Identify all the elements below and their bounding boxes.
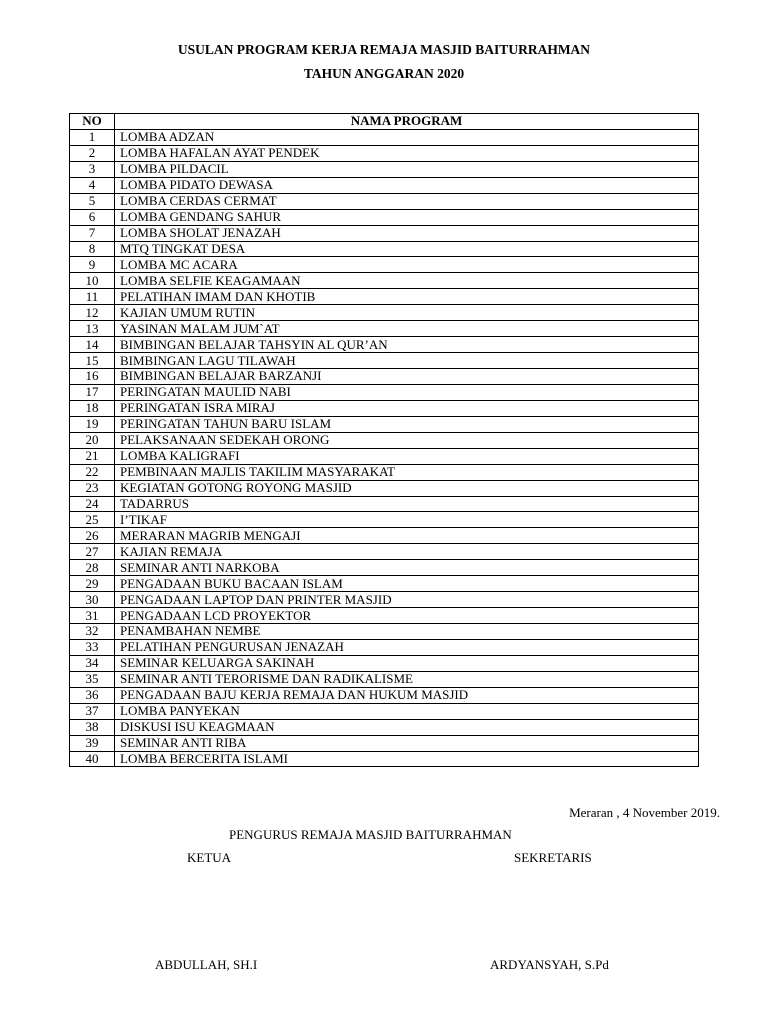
- table-row: [70, 496, 699, 512]
- row-number: 1: [70, 129, 115, 145]
- row-number: 11: [70, 289, 115, 305]
- table-row: [70, 480, 699, 496]
- table-row: [70, 416, 699, 432]
- column-header-no: NO: [70, 114, 115, 130]
- program-name: SEMINAR ANTI TERORISME DAN RADIKALISME: [115, 671, 699, 687]
- row-number: 4: [70, 177, 115, 193]
- table-row: [70, 719, 699, 735]
- row-number: 9: [70, 257, 115, 273]
- table-header-row: [70, 114, 699, 130]
- program-name: MERARAN MAGRIB MENGAJI: [115, 528, 699, 544]
- table-row: [70, 671, 699, 687]
- program-name: LOMBA SELFIE KEAGAMAAN: [115, 273, 699, 289]
- table-row: [70, 241, 699, 257]
- organization-name: PENGURUS REMAJA MASJID BAITURRAHMAN: [229, 827, 512, 842]
- program-name: I’TIKAF: [115, 512, 699, 528]
- document-subtitle: TAHUN ANGGARAN 2020: [303, 66, 465, 81]
- table-row: [70, 735, 699, 751]
- row-number: 17: [70, 384, 115, 400]
- table-row: [70, 687, 699, 703]
- row-number: 37: [70, 703, 115, 719]
- program-name: PENGADAAN BAJU KERJA REMAJA DAN HUKUM MASJID: [115, 687, 699, 703]
- program-name: LOMBA MC ACARA: [115, 257, 699, 273]
- row-number: 13: [70, 321, 115, 337]
- table-row: [70, 608, 699, 624]
- table-row: [70, 624, 699, 640]
- table-row: [70, 448, 699, 464]
- table-row: [70, 369, 699, 385]
- table-row: [70, 576, 699, 592]
- row-number: 12: [70, 305, 115, 321]
- row-number: 24: [70, 496, 115, 512]
- row-number: 23: [70, 480, 115, 496]
- program-name: DISKUSI ISU KEAGMAAN: [115, 719, 699, 735]
- table-row: [70, 400, 699, 416]
- program-table: [69, 113, 699, 767]
- program-name: KAJIAN REMAJA: [115, 544, 699, 560]
- program-name: LOMBA KALIGRAFI: [115, 448, 699, 464]
- row-number: 39: [70, 735, 115, 751]
- program-name: MTQ TINGKAT DESA: [115, 241, 699, 257]
- program-name: BIMBINGAN LAGU TILAWAH: [115, 353, 699, 369]
- program-name: PELATIHAN IMAM DAN KHOTIB: [115, 289, 699, 305]
- program-name: LOMBA BERCERITA ISLAMI: [115, 751, 699, 767]
- table-row: [70, 384, 699, 400]
- row-number: 15: [70, 353, 115, 369]
- document-title: USULAN PROGRAM KERJA REMAJA MASJID BAITURRAHMAN: [177, 42, 591, 57]
- table-row: [70, 528, 699, 544]
- table-row: [70, 592, 699, 608]
- row-number: 18: [70, 400, 115, 416]
- column-header-program: NAMA PROGRAM: [115, 114, 699, 130]
- program-name: LOMBA PILDACIL: [115, 161, 699, 177]
- program-name: SEMINAR KELUARGA SAKINAH: [115, 655, 699, 671]
- program-name: PENGADAAN LCD PROYEKTOR: [115, 608, 699, 624]
- program-name: PENGADAAN LAPTOP DAN PRINTER MASJID: [115, 592, 699, 608]
- program-name: BIMBINGAN BELAJAR TAHSYIN AL QUR’AN: [115, 337, 699, 353]
- program-name: LOMBA SHOLAT JENAZAH: [115, 225, 699, 241]
- table-row: [70, 177, 699, 193]
- row-number: 33: [70, 639, 115, 655]
- table-row: [70, 655, 699, 671]
- program-name: LOMBA GENDANG SAHUR: [115, 209, 699, 225]
- table-row: [70, 193, 699, 209]
- program-rows: [70, 129, 699, 767]
- program-name: TADARRUS: [115, 496, 699, 512]
- program-name: PENAMBAHAN NEMBE: [115, 624, 699, 640]
- table-row: [70, 257, 699, 273]
- program-name: LOMBA ADZAN: [115, 129, 699, 145]
- row-number: 3: [70, 161, 115, 177]
- program-name: PERINGATAN TAHUN BARU ISLAM: [115, 416, 699, 432]
- row-number: 40: [70, 751, 115, 767]
- program-name: PEMBINAAN MAJLIS TAKILIM MASYARAKAT: [115, 464, 699, 480]
- table-row: [70, 560, 699, 576]
- program-name: LOMBA PANYEKAN: [115, 703, 699, 719]
- program-name: PENGADAAN BUKU BACAAN ISLAM: [115, 576, 699, 592]
- row-number: 36: [70, 687, 115, 703]
- table-row: [70, 289, 699, 305]
- program-name: YASINAN MALAM JUM`AT: [115, 321, 699, 337]
- table-row: [70, 305, 699, 321]
- table-row: [70, 337, 699, 353]
- row-number: 2: [70, 145, 115, 161]
- table-row: [70, 209, 699, 225]
- row-number: 6: [70, 209, 115, 225]
- role-chair: KETUA: [187, 850, 232, 865]
- program-name: SEMINAR ANTI RIBA: [115, 735, 699, 751]
- signatory-chair-name: ABDULLAH, SH.I: [155, 957, 258, 972]
- table-row: [70, 544, 699, 560]
- table-row: [70, 129, 699, 145]
- table-row: [70, 145, 699, 161]
- table-row: [70, 751, 699, 767]
- program-name: SEMINAR ANTI NARKOBA: [115, 560, 699, 576]
- table-row: [70, 321, 699, 337]
- role-secretary: SEKRETARIS: [514, 850, 592, 865]
- program-name: LOMBA PIDATO DEWASA: [115, 177, 699, 193]
- row-number: 32: [70, 624, 115, 640]
- row-number: 27: [70, 544, 115, 560]
- row-number: 20: [70, 432, 115, 448]
- row-number: 22: [70, 464, 115, 480]
- program-name: PERINGATAN ISRA MIRAJ: [115, 400, 699, 416]
- row-number: 26: [70, 528, 115, 544]
- row-number: 38: [70, 719, 115, 735]
- program-name: KAJIAN UMUM RUTIN: [115, 305, 699, 321]
- row-number: 28: [70, 560, 115, 576]
- program-name: BIMBINGAN BELAJAR BARZANJI: [115, 369, 699, 385]
- row-number: 30: [70, 592, 115, 608]
- table-row: [70, 639, 699, 655]
- program-name: PERINGATAN MAULID NABI: [115, 384, 699, 400]
- row-number: 16: [70, 369, 115, 385]
- program-name: PELAKSANAAN SEDEKAH ORONG: [115, 432, 699, 448]
- table-row: [70, 512, 699, 528]
- row-number: 35: [70, 671, 115, 687]
- row-number: 10: [70, 273, 115, 289]
- row-number: 5: [70, 193, 115, 209]
- table-row: [70, 353, 699, 369]
- program-name: PELATIHAN PENGURUSAN JENAZAH: [115, 639, 699, 655]
- program-name: LOMBA HAFALAN AYAT PENDEK: [115, 145, 699, 161]
- table-row: [70, 225, 699, 241]
- row-number: 25: [70, 512, 115, 528]
- row-number: 21: [70, 448, 115, 464]
- program-name: LOMBA CERDAS CERMAT: [115, 193, 699, 209]
- signatory-secretary-name: ARDYANSYAH, S.Pd: [490, 957, 609, 972]
- row-number: 8: [70, 241, 115, 257]
- row-number: 14: [70, 337, 115, 353]
- row-number: 29: [70, 576, 115, 592]
- table-row: [70, 432, 699, 448]
- table-row: [70, 464, 699, 480]
- row-number: 7: [70, 225, 115, 241]
- table-row: [70, 273, 699, 289]
- row-number: 34: [70, 655, 115, 671]
- place-date: Meraran , 4 November 2019.: [569, 805, 720, 820]
- table-row: [70, 161, 699, 177]
- row-number: 19: [70, 416, 115, 432]
- program-name: KEGIATAN GOTONG ROYONG MASJID: [115, 480, 699, 496]
- table-row: [70, 703, 699, 719]
- row-number: 31: [70, 608, 115, 624]
